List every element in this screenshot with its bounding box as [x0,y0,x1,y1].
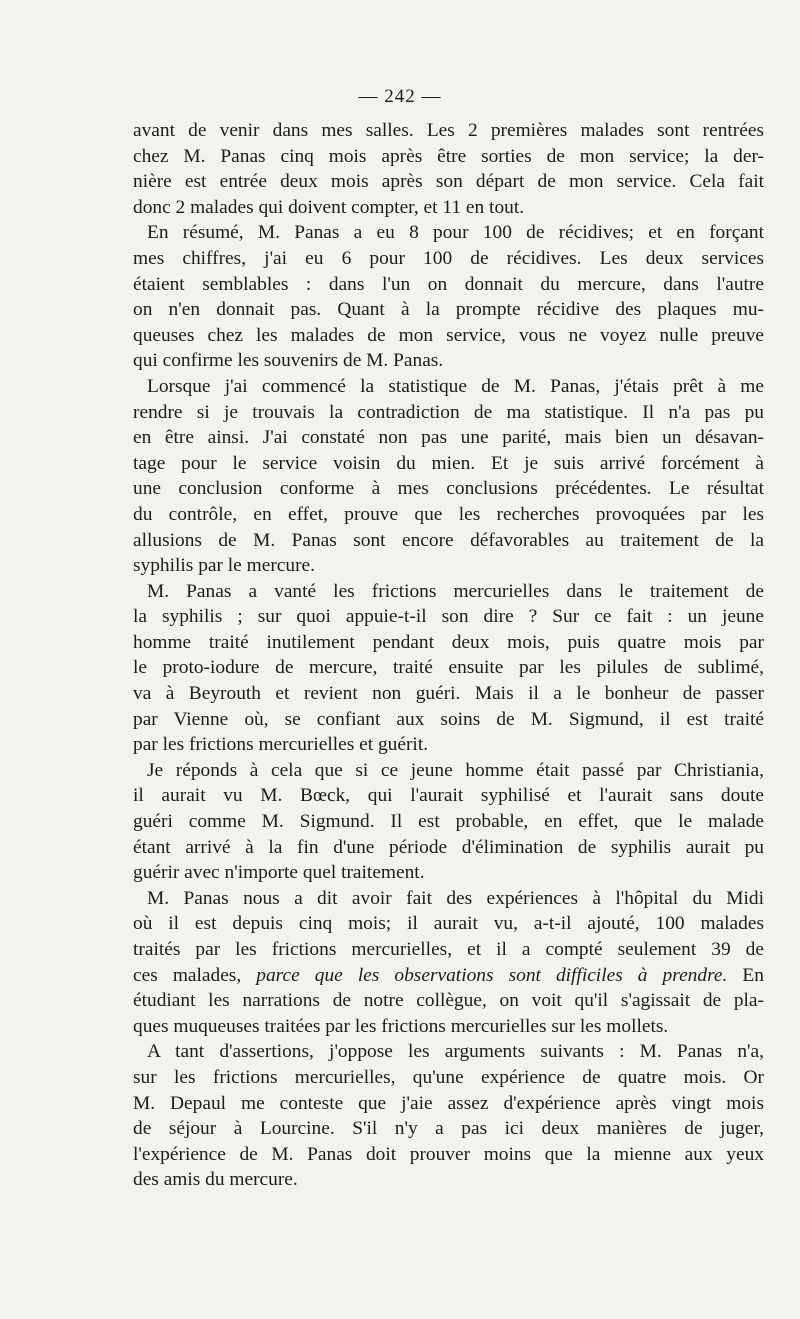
text-line: En résumé, M. Panas a eu 8 pour 100 de récidives; et en forçant [147,222,764,244]
text-line: donc 2 malades qui doivent compter, et 11 en tout. [133,196,525,218]
text-line: l'expérience de M. Panas doit prouver moins que la mienne aux yeux [133,1143,764,1165]
text-line: rendre si je trouvais la contradiction de ma statistique. Il n'a pas pu [133,401,764,423]
text-line: par Vienne où, se confiant aux soins de M. Sigmund, il est traité [133,708,764,730]
text-line: ques muqueuses traitées par les frictions mercurielles sur les mollets. [133,1015,669,1037]
text-line: guéri comme M. Sigmund. Il est probable, en effet, que le malade [133,811,764,833]
text-segment: ces malades, [133,964,242,986]
text-line: étaient semblables : dans l'un on donnait du mercure, dans l'autre [133,273,764,295]
text-line: le proto-iodure de mercure, traité ensuite par les pilules de sublimé, [133,657,764,679]
text-line: de séjour à Lourcine. S'il n'y a pas ici deux manières de juger, [133,1118,764,1140]
text-line: guérir avec n'importe quel traitement. [133,862,425,884]
text-line: étudiant les narrations de notre collègue, on voit qu'il s'agissait de pla- [133,990,764,1012]
text-line: chez M. Panas cinq mois après être sorties de mon service; la der- [133,145,764,167]
body-text [133,118,764,1193]
text-line: la syphilis ; sur quoi appuie-t-il son dire ? Sur ce fait : un jeune [133,606,764,628]
text-line: étant arrivé à la fin d'une période d'élimination de syphilis aurait pu [133,836,764,858]
text-line: on n'en donnait pas. Quant à la prompte récidive des plaques mu- [133,299,764,321]
text-line: va à Beyrouth et revient non guéri. Mais il a le bonheur de passer [133,683,764,705]
text-line: Je réponds à cela que si ce jeune homme était passé par Christiania, [147,759,764,781]
text-line: tage pour le service voisin du mien. Et je suis arrivé forcément à [133,452,764,474]
text-line: M. Panas a vanté les frictions mercurielles dans le traitement de [147,580,764,602]
text-line: des amis du mercure. [133,1169,298,1191]
text-line: M. Panas nous a dit avoir fait des expériences à l'hôpital du Midi [147,887,764,909]
text-line: A tant d'assertions, j'oppose les arguments suivants : M. Panas n'a, [147,1041,764,1063]
text-line: allusions de M. Panas sont encore défavorables au traitement de la [133,529,764,551]
text-line: il aurait vu M. Bœck, qui l'aurait syphilisé et l'aurait sans doute [133,785,764,807]
text-line: où il est depuis cinq mois; il aurait vu, a-t-il ajouté, 100 malades [133,913,764,935]
text-line: homme traité inutilement pendant deux mois, puis quatre mois par [133,631,764,653]
text-line: une conclusion conforme à mes conclusions précédentes. Le résultat [133,478,764,500]
text-line: nière est entrée deux mois après son départ de mon service. Cela fait [133,171,764,193]
text-line: par les frictions mercurielles et guérit. [133,734,429,756]
text-line: en être ainsi. J'ai constaté non pas une parité, mais bien un désavan- [133,427,764,449]
text-line: M. Depaul me conteste que j'aie assez d'expérience après vingt mois [133,1092,764,1114]
text-line: qui confirme les souvenirs de M. Panas. [133,350,444,372]
text-line: syphilis par le mercure. [133,555,315,577]
text-line: Lorsque j'ai commencé la statistique de M. Panas, j'étais prêt à me [147,375,764,397]
text-line: du contrôle, en effet, prouve que les recherches provoquées par les [133,503,764,525]
text-line: traités par les frictions mercurielles, et il a compté seulement 39 de [133,939,764,960]
text-line: sur les frictions mercurielles, qu'une expérience de quatre mois. Or [133,1066,764,1088]
italic-quote: parce que les observations sont difficiles à prendre. [256,964,728,986]
text-line-with-italic [133,963,764,989]
text-segment: En [742,964,764,986]
text-line: avant de venir dans mes salles. Les 2 premières malades sont rentrées [133,120,764,141]
page-number: — 242 — [358,86,442,107]
text-line: mes chiffres, j'ai eu 6 pour 100 de récidives. Les deux services [133,247,764,269]
text-line: queuses chez les malades de mon service, vous ne voyez nulle preuve [133,324,764,346]
